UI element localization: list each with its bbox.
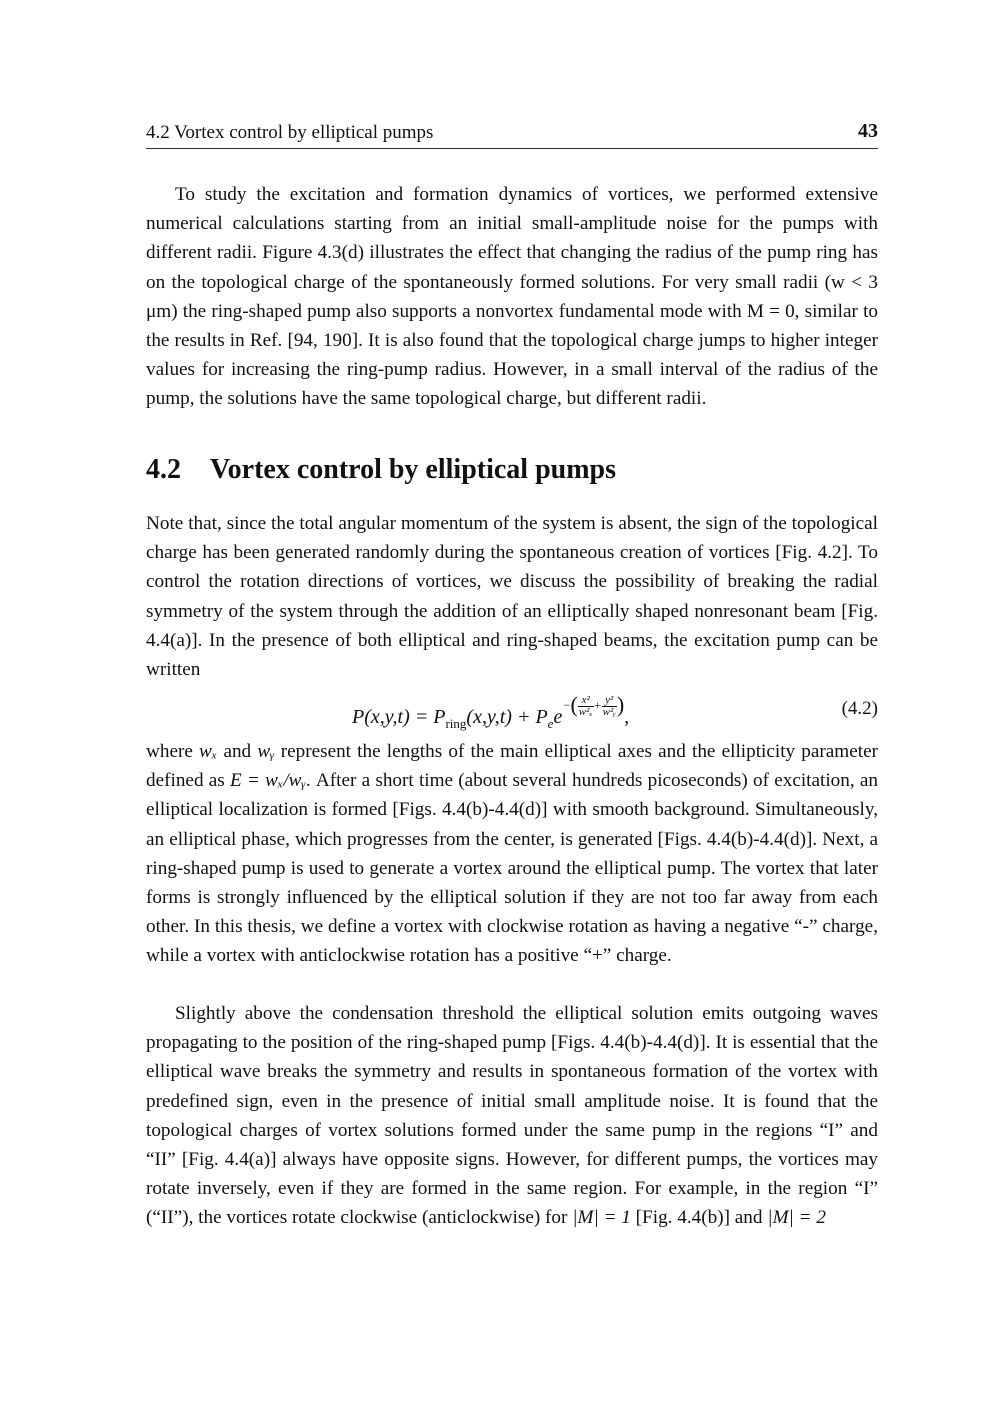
page-number: 43: [858, 120, 878, 142]
fraction-x: [578, 695, 594, 718]
paragraph-3-text: [146, 737, 878, 971]
equation-exp-base: e: [553, 706, 563, 728]
running-title: 4.2 Vortex control by elliptical pumps: [146, 122, 434, 143]
equation-mid: (x,y,t) + P: [466, 706, 548, 728]
equation-number: (4.2): [841, 698, 878, 719]
charge-m2: |M| = 2: [767, 1207, 826, 1229]
fraction-x-denominator: w²ₓ: [578, 705, 593, 718]
paragraph-4-part-b: [Fig. 4.4(b)] and: [630, 1207, 768, 1229]
equation-lhs: P(x,y,t) = P: [352, 706, 446, 728]
paragraph-1: [146, 180, 878, 414]
charge-m1: |M| = 1: [572, 1207, 631, 1229]
equation-ring-subscript: ring: [445, 716, 467, 731]
fraction-x-numerator: x²: [578, 695, 594, 707]
section-number: 4.2: [146, 454, 181, 485]
paragraph-3-part-d: . After a short time (about several hundreds picoseconds) of excitation, an elliptical localization is formed [Figs. 4.4(b)-4.4(d)] with smooth background. Simultaneously, an elliptical phase, which progresses from the center, is generated [Figs. 4.4(b)-4.4(d)]. Next, a ring-shaped pump is used to generate a vortex around the elliptical pump. The vortex that later forms is strongly influenced by the elliptical solution if they are not too far away from each other. In this thesis, we define a vortex with clockwise rotation as having a negative “-” charge, while a vortex with anticlockwise rotation has a positive “+” charge.: [146, 770, 878, 967]
equation-exponent: −( $\frac{\text{x²}}{\text{w²ₓ}}$ + $\frac{\text{y²}}{\text{w²ᵧ}}$ ): [562, 692, 625, 718]
paragraph-4-text: [146, 999, 878, 1233]
equation-e-subscript: e: [547, 716, 554, 731]
paragraph-2: [146, 509, 878, 684]
equation-4-2: [146, 676, 878, 732]
exponent-minus: −: [562, 698, 571, 712]
symbol-wy: wᵧ: [257, 741, 275, 762]
section-title: Vortex control by elliptical pumps: [210, 454, 617, 485]
paragraph-3: [146, 737, 878, 971]
symbol-wx: wₓ: [199, 741, 218, 762]
paragraph-4-part-a: Slightly above the condensation threshold the elliptical solution emits outgoing waves propagating to the position of the ring-shaped pump [Figs. 4.4(b)-4.4(d)]. It is essential that the elliptical wave breaks the symmetry and results in spontaneous formation of the vortex with predefined sign, even in the presence of initial small amplitude noise. It is found that the topological charges of vortex solutions formed under the same pump in the regions “I” and “II” [Fig. 4.4(a)] always have opposite signs. However, for different pumps, the vortices may rotate inversely, even if they are formed in the same region. For example, in the region “I” (“II”), the vortices rotate clockwise (anticlockwise) for: [146, 1003, 878, 1229]
fraction-y: [602, 695, 617, 718]
paragraph-4: [146, 999, 878, 1233]
fraction-y-denominator: w²ᵧ: [602, 705, 616, 718]
running-header: [146, 120, 878, 149]
ellipticity-definition: E = wₓ/wᵧ: [229, 770, 306, 792]
exponent-plus: +: [593, 698, 602, 712]
paragraph-1-text: To study the excitation and formation dynamics of vortices, we performed extensive numerical calculations starting from an initial small-amplitude noise for the pumps with different radii. Figure 4.3(d) illustrates the effect that changing the radius of the pump ring has on the topological charge of the spontaneously formed solutions. For very small radii (w < 3 μm) the ring-shaped pump also supports a nonvortex fundamental mode with M = 0, similar to the results in Ref. [94, 190]. It is also found that the topological charge jumps to higher integer values for increasing the ring-pump radius. However, in a small interval of the radius of the pump, the solutions have the same topological charge, but different radii.: [146, 184, 878, 410]
fraction-y-numerator: y²: [602, 695, 617, 707]
equation-body: [352, 694, 629, 732]
paragraph-2-text: Note that, since the total angular momentum of the system is absent, the sign of the topological charge has been generated randomly during the spontaneous creation of vortices [Fig. 4.2]. To control the rotation directions of vortices, we discuss the possibility of breaking the radial symmetry of the system through the addition of an elliptically shaped nonresonant beam [Fig. 4.4(a)]. In the presence of both elliptical and ring-shaped beams, the excitation pump can be written: [146, 513, 878, 681]
section-heading: [146, 452, 878, 488]
paragraph-3-part-b: and: [217, 741, 258, 762]
paragraph-3-part-c: represent the lengths of the main elliptical axes and the ellipticity parameter defined as: [146, 741, 878, 792]
equation-trailing-comma: ,: [624, 706, 630, 728]
paragraph-3-part-a: where: [146, 741, 200, 762]
